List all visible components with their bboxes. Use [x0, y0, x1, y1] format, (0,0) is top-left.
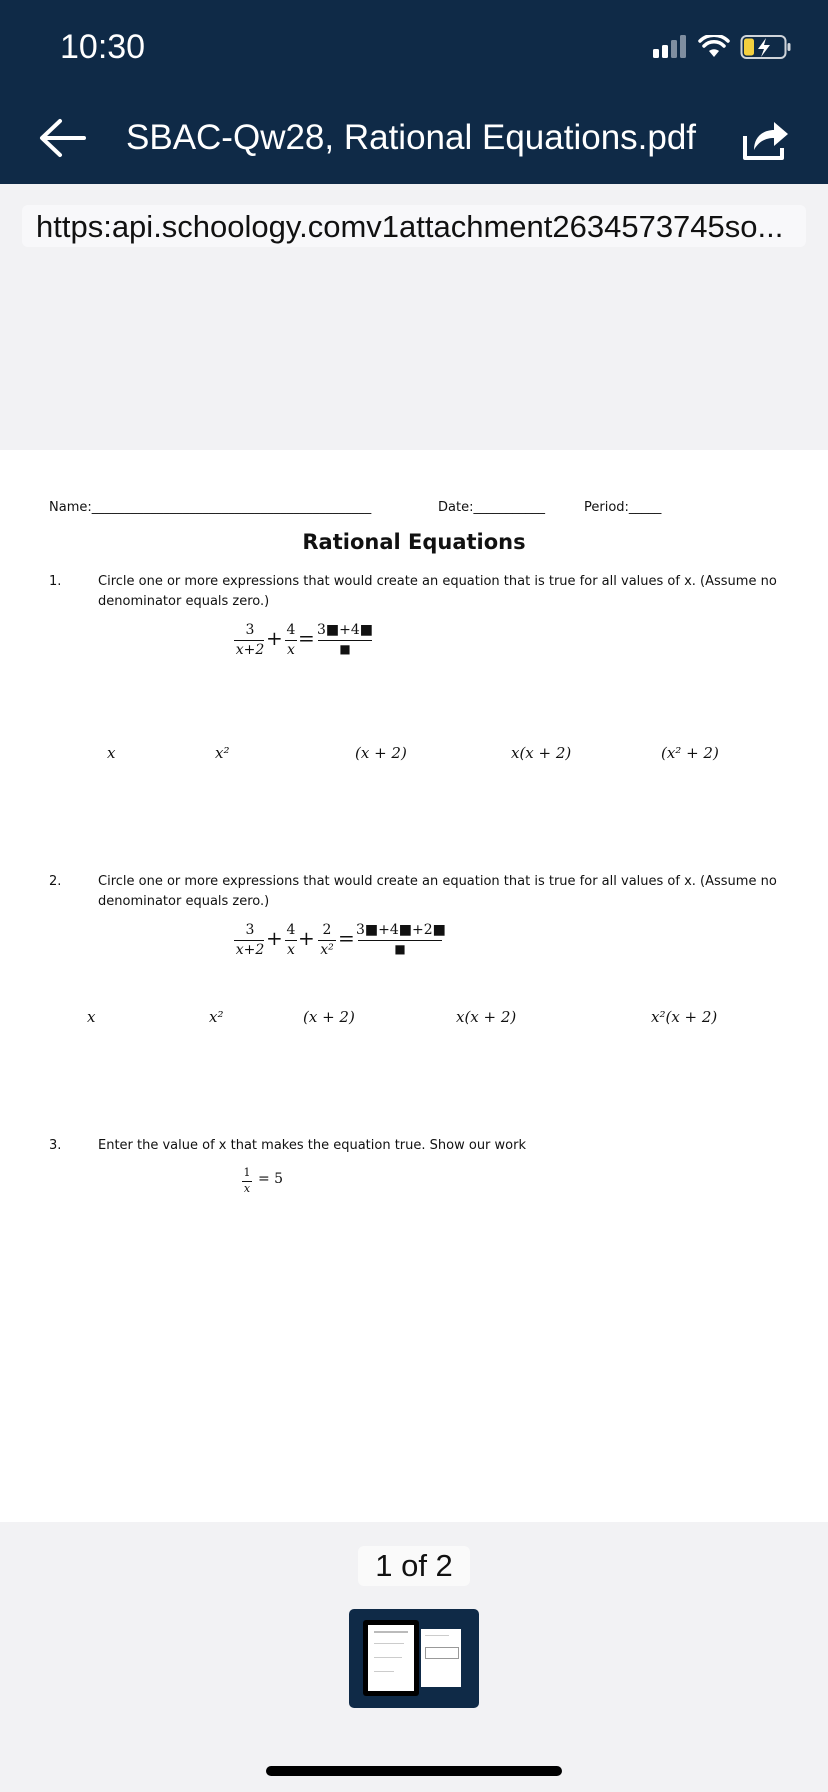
nav-bar: [0, 98, 828, 184]
q3-eq-den: x: [243, 1182, 251, 1195]
q1-eq-num2: 4: [286, 622, 296, 638]
q2-option-1[interactable]: x: [87, 1008, 96, 1026]
status-icons: [652, 34, 792, 60]
top-bar: [0, 0, 828, 184]
worksheet-heading: Rational Equations: [302, 530, 526, 554]
q2-number: 2.: [49, 874, 62, 889]
home-indicator: [266, 1766, 562, 1776]
q2-eq-plus-1: +: [266, 926, 283, 950]
q2-eq-bar1: [234, 940, 264, 941]
q1-text-line2: denominator equals zero.): [98, 594, 270, 609]
signal-icon: [652, 35, 688, 59]
q3-number: 3.: [49, 1138, 62, 1153]
name-field-label: Name:___________________________________________: [49, 500, 372, 515]
q1-option-1[interactable]: x: [107, 744, 116, 762]
q3-eq-rhs: = 5: [258, 1171, 284, 1187]
q1-eq-rhs-den: ■: [339, 642, 351, 656]
document-title: SBAC-Qw28, Rational Equations.pdf: [126, 118, 697, 157]
q1-text-line1: Circle one or more expressions that would create an equation that is true for all values of x. (Assume no: [98, 574, 777, 589]
q1-eq-bar2: [285, 640, 297, 641]
status-time: 10:30: [60, 28, 146, 66]
q2-eq-den3: x²: [320, 942, 334, 958]
back-arrow-icon[interactable]: [36, 116, 92, 160]
q1-eq-den1: x+2: [235, 642, 265, 658]
page-indicator: 1 of 2: [358, 1546, 470, 1586]
q1-eq-bar1: [234, 640, 264, 641]
url-bar[interactable]: [22, 205, 806, 247]
page-thumbnails: [349, 1609, 479, 1708]
q2-eq-num3: 2: [322, 922, 332, 938]
share-icon[interactable]: [740, 116, 790, 164]
q2-text-line1: Circle one or more expressions that would create an equation that is true for all values of x. (Assume no: [98, 874, 777, 889]
q2-eq-den1: x+2: [235, 942, 265, 958]
q1-eq-rhs-num: 3■+4■: [317, 622, 373, 638]
q2-eq-rhs-num: 3■+4■+2■: [356, 922, 446, 938]
q3-text: Enter the value of x that makes the equation true. Show our work: [98, 1138, 526, 1153]
q2-eq-equals: =: [338, 926, 355, 950]
q1-eq-bar3: [318, 640, 372, 641]
page-thumbnail-1[interactable]: [363, 1620, 419, 1696]
page-thumbnail-1-preview: [368, 1625, 414, 1691]
q1-option-2[interactable]: x²: [215, 744, 230, 762]
q2-option-3[interactable]: (x + 2): [303, 1008, 355, 1026]
q2-option-5[interactable]: x²(x + 2): [651, 1008, 718, 1026]
q2-text-line2: denominator equals zero.): [98, 894, 270, 909]
q2-option-4[interactable]: x(x + 2): [456, 1008, 517, 1026]
q1-option-4[interactable]: x(x + 2): [511, 744, 572, 762]
q3-eq-num: 1: [243, 1166, 251, 1179]
battery-charging-icon: [740, 34, 792, 60]
q2-eq-num2: 4: [286, 922, 296, 938]
date-field-label: Date:___________: [438, 500, 545, 515]
q2-eq-bar4: [358, 940, 442, 941]
q2-eq-rhs-den: ■: [394, 942, 406, 956]
q1-eq-den2: x: [287, 642, 295, 658]
pdf-page: [0, 450, 828, 1522]
q1-option-5[interactable]: (x² + 2): [661, 744, 719, 762]
q2-eq-num1: 3: [245, 922, 255, 938]
wifi-icon: [698, 35, 730, 59]
q2-eq-den2: x: [287, 942, 295, 958]
url-text: https:api.schoology.comv1attachment2634573745so...: [36, 209, 784, 244]
q1-eq-plus: +: [266, 626, 283, 650]
q1-number: 1.: [49, 574, 62, 589]
q2-option-2[interactable]: x²: [209, 1008, 224, 1026]
q1-option-3[interactable]: (x + 2): [355, 744, 407, 762]
page-thumbnail-2[interactable]: [421, 1629, 461, 1687]
period-field-label: Period:_____: [584, 500, 662, 515]
q2-eq-plus-2: +: [298, 926, 315, 950]
q1-eq-num1: 3: [245, 622, 255, 638]
q1-eq-equals: =: [298, 626, 315, 650]
q2-eq-bar3: [318, 940, 336, 941]
q2-eq-bar2: [285, 940, 297, 941]
